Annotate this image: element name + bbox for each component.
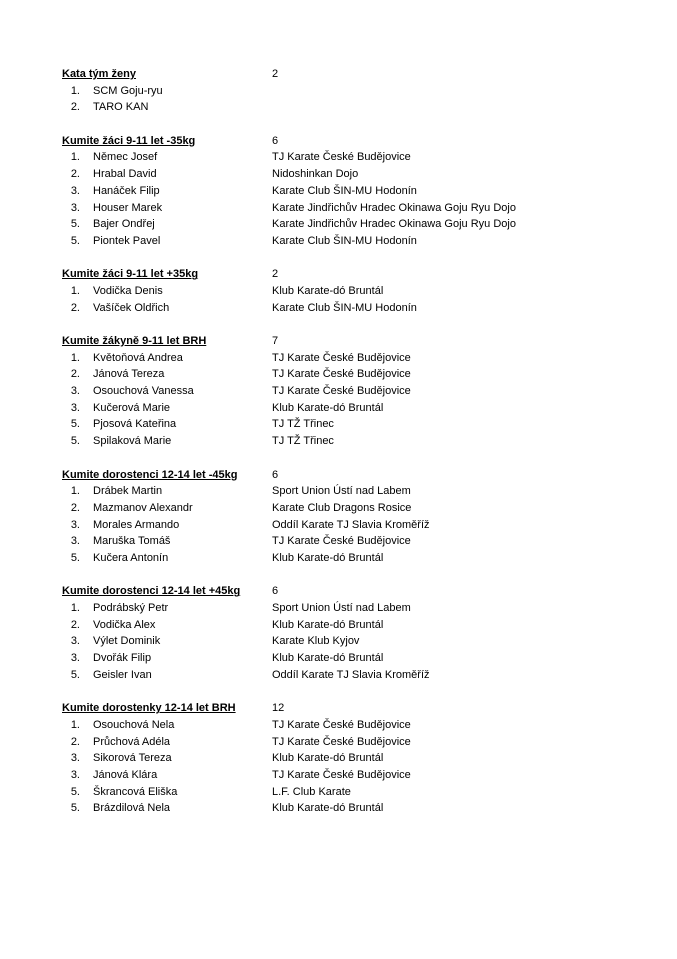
result-row [62,200,662,217]
club-name: TJ Karate České Budějovice [272,535,411,548]
club-name: Klub Karate-dó Bruntál [272,618,384,631]
result-row [62,767,662,784]
club-name: Sport Union Ústí nad Labem [272,602,411,614]
competitor-name: Houser Marek [93,201,163,214]
rank: 1. [70,84,80,97]
category-title: Kumite dorostenci 12-14 let +45kg [62,585,241,598]
category-title: Kata tým ženy [62,68,136,80]
club-name: Oddíl Karate TJ Slavia Kroměříž [272,518,430,531]
rank: 1. [70,718,80,731]
competitor-name: Piontek Pavel [93,234,161,247]
club-name: Klub Karate-dó Bruntál [272,652,384,665]
rank: 1. [70,485,80,498]
participant-count: 6 [272,585,279,598]
competitor-name: Vašíček Oldřich [93,301,170,314]
category-section [62,133,662,250]
rank: 1. [70,602,80,614]
category-section [62,266,662,316]
participant-count: 7 [272,335,279,347]
competitor-name: Vodička Alex [93,618,156,631]
competitor-name: Drábek Martin [93,485,163,498]
club-name: TJ Karate České Budějovice [272,351,411,364]
competitor-name: Jánová Klára [93,768,158,781]
rank: 3. [70,768,80,781]
participant-count: 12 [272,702,285,715]
result-row [62,800,662,817]
club-name: Oddíl Karate TJ Slavia Kroměříž [272,668,430,681]
club-name: Karate Klub Kyjov [272,635,360,648]
rank: 3. [70,385,80,398]
result-row [62,233,662,250]
rank: 2. [70,168,80,181]
competitor-name: Němec Josef [93,151,158,164]
competitor-name: Květoňová Andrea [93,351,183,364]
club-name: Sport Union Ústí nad Labem [272,485,411,498]
club-name: TJ TŽ Třinec [272,435,334,448]
rank: 3. [70,752,80,765]
rank: 5. [70,785,80,798]
rank: 2. [70,618,80,631]
rank: 2. [70,501,80,514]
rank: 2. [70,101,80,114]
category-header [62,583,662,600]
club-name: L.F. Club Karate [272,785,351,798]
competitor-name: Morales Armando [93,518,180,531]
category-section [62,583,662,683]
competitor-name: Mazmanov Alexandr [93,501,193,514]
club-name: Karate Club ŠIN-MU Hodonín [272,301,417,314]
result-row [62,617,662,634]
result-row [62,400,662,417]
result-row [62,600,662,617]
rank: 5. [70,802,80,815]
category-section [62,467,662,567]
rank: 5. [70,218,80,231]
result-row [62,483,662,500]
club-name: Karate Club Dragons Rosice [272,501,412,514]
competitor-name: SCM Goju-ryu [93,84,163,97]
result-row [62,183,662,200]
competitor-name: Bajer Ondřej [93,218,155,231]
competitor-name: Maruška Tomáš [93,535,171,548]
competitor-name: Kučera Antonín [93,551,169,564]
club-name: TJ Karate České Budějovice [272,718,411,731]
club-name: Klub Karate-dó Bruntál [272,551,384,564]
rank: 1. [70,284,80,297]
competitor-name: Geisler Ivan [93,668,152,681]
result-row [62,366,662,383]
result-row [62,784,662,801]
competitor-name: Podrábský Petr [93,602,169,614]
category-section [62,66,662,116]
club-name: Karate Club ŠIN-MU Hodonín [272,184,417,197]
category-title: Kumite dorostenci 12-14 let -45kg [62,468,238,481]
result-row [62,650,662,667]
category-header [62,66,662,83]
club-name: Klub Karate-dó Bruntál [272,752,384,765]
rank: 3. [70,518,80,531]
club-name: TJ TŽ Třinec [272,418,334,431]
result-row [62,283,662,300]
results-list [62,66,662,834]
rank: 5. [70,668,80,681]
result-row [62,83,662,100]
participant-count: 2 [272,68,279,80]
result-row [62,99,662,116]
competitor-name: Spilaková Marie [93,435,172,448]
club-name: TJ Karate České Budějovice [272,385,411,398]
competitor-name: Hanáček Filip [93,184,160,197]
club-name: Klub Karate-dó Bruntál [272,802,384,815]
club-name: Klub Karate-dó Bruntál [272,401,384,414]
competitor-name: Vodička Denis [93,284,163,297]
club-name: Karate Jindřichův Hradec Okinawa Goju Ryu Dojo [272,218,516,231]
participant-count: 6 [272,468,279,481]
category-title: Kumite dorostenky 12-14 let BRH [62,702,236,715]
category-title: Kumite žáci 9-11 let -35kg [62,134,196,147]
result-row [62,717,662,734]
category-header [62,467,662,484]
club-name: Karate Club ŠIN-MU Hodonín [272,234,417,247]
rank: 2. [70,368,80,381]
category-section [62,700,662,817]
category-section [62,333,662,450]
result-row [62,533,662,550]
competitor-name: Osouchová Nela [93,718,175,731]
result-row [62,550,662,567]
rank: 5. [70,418,80,431]
rank: 3. [70,652,80,665]
competitor-name: Dvořák Filip [93,652,152,665]
result-row [62,416,662,433]
result-row [62,517,662,534]
club-name: TJ Karate České Budějovice [272,151,411,164]
competitor-name: Hrabal David [93,168,157,181]
rank: 3. [70,401,80,414]
result-row [62,300,662,317]
competitor-name: Škrancová Eliška [93,785,178,798]
competitor-name: Kučerová Marie [93,401,171,414]
result-row [62,500,662,517]
competitor-name: Jánová Tereza [93,368,165,381]
result-row [62,149,662,166]
rank: 2. [70,301,80,314]
category-title: Kumite žáci 9-11 let +35kg [62,268,199,281]
competitor-name: TARO KAN [93,101,149,114]
rank: 2. [70,735,80,748]
rank: 5. [70,234,80,247]
club-name: TJ Karate České Budějovice [272,368,411,381]
category-title: Kumite žákyně 9-11 let BRH [62,335,207,347]
participant-count: 2 [272,268,279,281]
result-row [62,216,662,233]
rank: 3. [70,184,80,197]
competitor-name: Průchová Adéla [93,735,171,748]
competitor-name: Sikorová Tereza [93,752,172,765]
rank: 3. [70,635,80,648]
competitor-name: Brázdilová Nela [93,802,171,815]
participant-count: 6 [272,134,279,147]
competitor-name: Výlet Dominik [93,635,161,648]
result-row [62,350,662,367]
club-name: Klub Karate-dó Bruntál [272,284,384,297]
result-row [62,383,662,400]
category-header [62,133,662,150]
club-name: TJ Karate České Budějovice [272,768,411,781]
club-name: Nidoshinkan Dojo [272,168,359,181]
result-row [62,667,662,684]
rank: 5. [70,551,80,564]
category-header [62,266,662,283]
club-name: TJ Karate České Budějovice [272,735,411,748]
rank: 3. [70,535,80,548]
category-header [62,333,662,350]
rank: 5. [70,435,80,448]
result-row [62,166,662,183]
rank: 1. [70,151,80,164]
rank: 3. [70,201,80,214]
result-row [62,433,662,450]
result-row [62,750,662,767]
result-row [62,734,662,751]
result-row [62,633,662,650]
category-header [62,700,662,717]
competitor-name: Osouchová Vanessa [93,385,194,398]
rank: 1. [70,351,80,364]
competitor-name: Pjosová Kateřina [93,418,177,431]
club-name: Karate Jindřichův Hradec Okinawa Goju Ryu Dojo [272,201,516,214]
